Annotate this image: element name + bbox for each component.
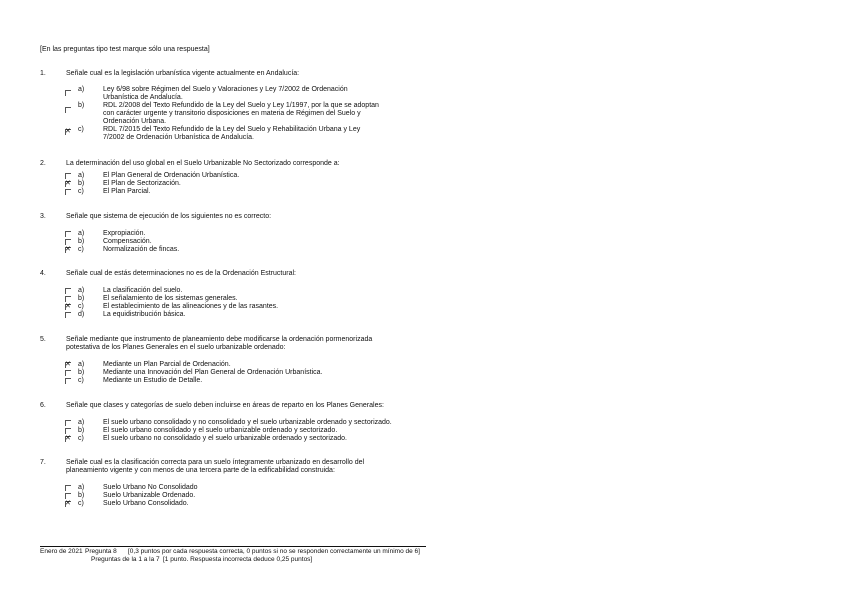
- checkbox-checked[interactable]: [65, 304, 71, 310]
- option-letter: b): [78, 427, 85, 434]
- question-text: Señale que sistema de ejecución de los siguientes no es correcto:: [66, 213, 272, 220]
- option-text: Expropiación.: [103, 230, 146, 237]
- question-number: 4.: [40, 270, 46, 277]
- option-letter: a): [78, 230, 85, 237]
- option-b: [40, 180, 440, 188]
- checkbox[interactable]: [65, 378, 71, 384]
- option-letter: c): [78, 500, 84, 507]
- checkbox[interactable]: [65, 312, 71, 318]
- option-text: Compensación.: [103, 238, 152, 245]
- option-d: [40, 311, 440, 319]
- option-letter: c): [78, 126, 84, 133]
- option-letter: a): [78, 419, 85, 426]
- option-text: El Plan Parcial.: [103, 188, 151, 195]
- options: [40, 419, 440, 443]
- question-number: 2.: [40, 160, 46, 167]
- checkbox[interactable]: [65, 231, 71, 237]
- option-letter: a): [78, 361, 85, 368]
- option-letter: a): [78, 484, 85, 491]
- footer-range: Preguntas de la 1 a la 7: [91, 556, 160, 563]
- option-letter: b): [78, 492, 85, 499]
- option-letter: b): [78, 238, 85, 245]
- options: [40, 230, 440, 254]
- checkbox-checked[interactable]: [65, 247, 71, 253]
- option-text: Suelo Urbano Consolidado.: [103, 500, 189, 507]
- option-b: [40, 102, 440, 126]
- option-text: Suelo Urbano No Consolidado: [103, 484, 198, 491]
- checkbox-checked[interactable]: [65, 129, 71, 135]
- option-letter: c): [78, 188, 84, 195]
- question-text: La determinación del uso global en el Suelo Urbanizable No Sectorizado corresponde a:: [66, 160, 340, 167]
- option-text: RDL 7/2015 del Texto Refundido de la Ley del Suelo y Rehabilitación Urbana y Ley 7/2002 de Ordenación Urbanística de Andalucía.: [103, 126, 361, 141]
- option-text: El suelo urbano consolidado y no consolidado y el suelo urbanizable ordenado y sectorizado.: [103, 419, 392, 426]
- option-text: Normalización de fincas.: [103, 246, 180, 253]
- checkbox[interactable]: [65, 107, 71, 113]
- option-letter: c): [78, 435, 84, 442]
- checkbox-checked[interactable]: [65, 501, 71, 507]
- question-text: Señale mediante que instrumento de planeamiento debe modificarse la ordenación pormenorizada potestativa de los Planes Generales en el suelo urbanizable ordenado:: [66, 336, 373, 351]
- question-number: 1.: [40, 70, 46, 77]
- option-b: [40, 492, 440, 500]
- options: [40, 86, 440, 142]
- option-a: [40, 230, 440, 238]
- checkbox-checked[interactable]: [65, 362, 71, 368]
- footer-divider: [40, 546, 426, 547]
- question-number: 3.: [40, 213, 46, 220]
- footer-scoring: [0,3 puntos por cada respuesta correcta, 0 puntos si no se responden correctamente un mínimo de 6]: [128, 548, 420, 555]
- option-letter: d): [78, 311, 85, 318]
- option-c: [40, 435, 440, 443]
- footer-date: Enero de 2021: [40, 548, 83, 555]
- option-b: [40, 238, 440, 246]
- checkbox[interactable]: [65, 288, 71, 294]
- option-text: Mediante un Estudio de Detalle.: [103, 377, 203, 384]
- instructions: [En las preguntas tipo test marque sólo una respuesta]: [40, 46, 210, 53]
- question-number: 7.: [40, 459, 46, 466]
- option-text: Mediante un Plan Parcial de Ordenación.: [103, 361, 231, 368]
- option-c: [40, 126, 440, 142]
- option-a: [40, 361, 440, 369]
- checkbox-checked[interactable]: [65, 181, 71, 187]
- option-text: La equidistribución básica.: [103, 311, 186, 318]
- checkbox-checked[interactable]: [65, 436, 71, 442]
- option-b: [40, 295, 440, 303]
- option-text: El señalamiento de los sistemas generales.: [103, 295, 238, 302]
- option-b: [40, 427, 440, 435]
- question-text: Señale cual de estás determinaciones no es de la Ordenación Estructural:: [66, 270, 296, 277]
- option-text: El suelo urbano consolidado y el suelo urbanizable ordenado y sectorizado.: [103, 427, 338, 434]
- option-letter: a): [78, 287, 85, 294]
- option-letter: c): [78, 246, 84, 253]
- option-c: [40, 500, 440, 508]
- option-text: El establecimiento de las alineaciones y de las rasantes.: [103, 303, 279, 310]
- option-letter: b): [78, 180, 85, 187]
- option-c: [40, 303, 440, 311]
- option-letter: a): [78, 86, 85, 93]
- question-number: 5.: [40, 336, 46, 343]
- option-a: [40, 172, 440, 180]
- checkbox[interactable]: [65, 485, 71, 491]
- options: [40, 172, 440, 196]
- checkbox[interactable]: [65, 420, 71, 426]
- options: [40, 361, 440, 385]
- question-text: Señale cual es la legislación urbanística vigente actualmente en Andalucía:: [66, 70, 300, 77]
- option-letter: b): [78, 102, 85, 109]
- option-letter: c): [78, 303, 84, 310]
- option-a: [40, 86, 440, 102]
- option-letter: a): [78, 172, 85, 179]
- option-text: RDL 2/2008 del Texto Refundido de la Ley del Suelo y Ley 1/1997, por la que se adoptan con carácter urgente y transitorio disposiciones en materia de Régimen del Suelo y Ordenación Urbana.: [103, 102, 379, 125]
- question-number: 6.: [40, 402, 46, 409]
- option-a: [40, 287, 440, 295]
- checkbox[interactable]: [65, 90, 71, 96]
- option-text: El Plan de Sectorización.: [103, 180, 181, 187]
- option-letter: c): [78, 377, 84, 384]
- option-c: [40, 246, 440, 254]
- option-c: [40, 377, 440, 385]
- option-text: El Plan General de Ordenación Urbanística.: [103, 172, 240, 179]
- question-text: Señale que clases y categorías de suelo deben incluirse en áreas de reparto en los Planes Generales:: [66, 402, 384, 409]
- option-b: [40, 369, 440, 377]
- option-c: [40, 188, 440, 196]
- checkbox[interactable]: [65, 370, 71, 376]
- question-text: Señale cual es la clasificación correcta para un suelo íntegramente urbanizado en desarrollo del planeamiento vigente y con menos de una tercera parte de la edificabilidad construida:: [66, 459, 365, 474]
- option-text: La clasificación del suelo.: [103, 287, 183, 294]
- footer-question: Pregunta 8: [85, 548, 117, 555]
- footer-penalty: [1 punto. Respuesta incorrecta deduce 0,25 puntos]: [163, 556, 313, 563]
- option-letter: b): [78, 369, 85, 376]
- options: [40, 484, 440, 508]
- option-a: [40, 419, 440, 427]
- option-a: [40, 484, 440, 492]
- option-text: Suelo Urbanizable Ordenado.: [103, 492, 196, 499]
- option-letter: b): [78, 295, 85, 302]
- option-text: Mediante una Innovación del Plan General de Ordenación Urbanística.: [103, 369, 323, 376]
- options: [40, 287, 440, 319]
- option-text: El suelo urbano no consolidado y el suelo urbanizable ordenado y sectorizado.: [103, 435, 347, 442]
- checkbox[interactable]: [65, 189, 71, 195]
- option-text: Ley 6/98 sobre Régimen del Suelo y Valoraciones y Ley 7/2002 de Ordenación Urbanística de Andalucía.: [103, 86, 348, 101]
